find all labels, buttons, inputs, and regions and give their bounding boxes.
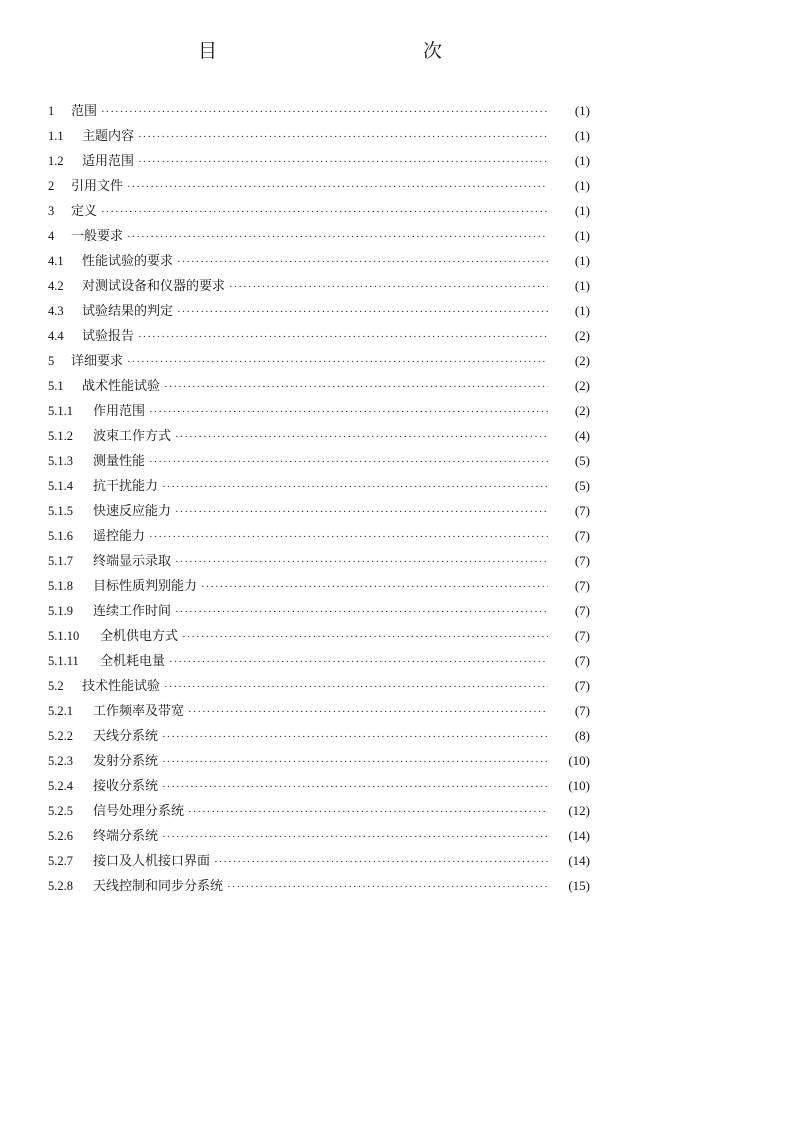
toc-entry-number: 4.4 [48, 329, 64, 343]
toc-entry-number: 5.1.5 [48, 504, 73, 518]
toc-entry-page: (1) [574, 178, 590, 193]
toc-entry [48, 773, 590, 798]
toc-dot-leader [188, 700, 548, 725]
toc-entry-page: (8) [574, 728, 590, 743]
toc-entry-number: 5.1.3 [48, 454, 73, 468]
toc-entry-number: 5.2.3 [48, 754, 73, 768]
toc-entry-page: (1) [574, 103, 590, 118]
toc-entry-page: (7) [574, 603, 590, 618]
toc-entry-page: (7) [574, 678, 590, 693]
toc-entry [48, 573, 590, 598]
toc-entry [48, 373, 590, 398]
toc-entry-label: 测量性能 [93, 454, 146, 469]
toc-entry-page: (1) [574, 303, 590, 318]
toc-entry-page: (2) [574, 328, 590, 343]
toc-dot-leader [138, 125, 548, 150]
toc-entry-page: (7) [574, 528, 590, 543]
toc-entry-number: 5.1.8 [48, 579, 73, 593]
toc-entry-page: (7) [574, 553, 590, 568]
toc-entry [48, 348, 590, 373]
toc-dot-leader [127, 225, 548, 250]
toc-entry-label: 抗干扰能力 [93, 479, 159, 494]
toc-dot-leader [149, 450, 548, 475]
toc-entry [48, 223, 590, 248]
toc-entry-number: 5.2.4 [48, 779, 73, 793]
toc-entry-page: (15) [568, 878, 590, 893]
toc-entry-page: (7) [574, 703, 590, 718]
toc-entry-number: 5.2 [48, 679, 64, 693]
toc-entry [48, 848, 590, 873]
toc-entry-label: 遥控能力 [93, 529, 146, 544]
toc-entry [48, 598, 590, 623]
toc-entry-page: (14) [568, 828, 590, 843]
toc-dot-leader [138, 325, 548, 350]
toc-dot-leader [175, 500, 548, 525]
toc-entry-number: 4.3 [48, 304, 64, 318]
toc-entry-page: (1) [574, 228, 590, 243]
toc-entry-number: 5.1.1 [48, 404, 73, 418]
toc-entry [48, 873, 590, 898]
toc-entry [48, 498, 590, 523]
toc-entry-page: (7) [574, 628, 590, 643]
toc-entry-number: 5.2.7 [48, 854, 73, 868]
toc-dot-leader [227, 875, 548, 900]
toc-dot-leader [127, 175, 548, 200]
toc-entry-page: (4) [574, 428, 590, 443]
toc-entry-label: 工作频率及带宽 [93, 704, 185, 719]
toc-dot-leader [177, 250, 548, 275]
toc-entry-page: (7) [574, 578, 590, 593]
toc-entry-label: 试验结果的判定 [82, 304, 174, 319]
toc-entry [48, 423, 590, 448]
toc-entry-page: (7) [574, 653, 590, 668]
toc-entry-number: 5.2.1 [48, 704, 73, 718]
toc-entry-label: 全机供电方式 [100, 629, 179, 644]
toc-entry-label: 试验报告 [82, 329, 135, 344]
toc-entry [48, 398, 590, 423]
toc-entry-label: 接口及人机接口界面 [93, 854, 211, 869]
toc-entry-page: (5) [574, 478, 590, 493]
toc-entry-page: (2) [574, 353, 590, 368]
toc-entry-number: 2 [48, 179, 55, 193]
toc-entry [48, 473, 590, 498]
toc-entry-number: 4.1 [48, 254, 64, 268]
toc-dot-leader [169, 650, 548, 675]
toc-entry-label: 技术性能试验 [82, 679, 161, 694]
toc-entry-label: 接收分系统 [93, 779, 159, 794]
toc-entry-page: (12) [568, 803, 590, 818]
table-of-contents [48, 98, 590, 898]
toc-entry-label: 天线分系统 [93, 729, 159, 744]
toc-entry-label: 对测试设备和仪器的要求 [82, 279, 226, 294]
toc-entry-number: 1.2 [48, 154, 64, 168]
page-title: 目 次 [197, 40, 498, 62]
toc-dot-leader [162, 750, 548, 775]
toc-entry [48, 148, 590, 173]
toc-entry-label: 波束工作方式 [93, 429, 172, 444]
toc-dot-leader [164, 675, 548, 700]
toc-entry [48, 523, 590, 548]
toc-entry-label: 性能试验的要求 [82, 254, 174, 269]
toc-entry-page: (2) [574, 403, 590, 418]
toc-dot-leader [162, 775, 548, 800]
toc-entry-label: 全机耗电量 [100, 654, 166, 669]
toc-entry-page: (7) [574, 503, 590, 518]
toc-entry-number: 5.1.11 [48, 654, 79, 668]
toc-entry [48, 323, 590, 348]
toc-entry-number: 5.1.10 [48, 629, 80, 643]
toc-entry [48, 698, 590, 723]
toc-dot-leader [101, 200, 548, 225]
toc-entry [48, 798, 590, 823]
toc-entry [48, 273, 590, 298]
toc-entry-number: 5.1.6 [48, 529, 73, 543]
toc-entry-page: (10) [568, 753, 590, 768]
toc-entry-page: (1) [574, 253, 590, 268]
toc-entry [48, 298, 590, 323]
toc-entry [48, 198, 590, 223]
toc-entry [48, 673, 590, 698]
toc-entry-label: 终端显示录取 [93, 554, 172, 569]
toc-dot-leader [175, 600, 548, 625]
toc-dot-leader [182, 625, 548, 650]
toc-entry-number: 5.1 [48, 379, 64, 393]
toc-entry-label: 范围 [71, 104, 98, 119]
toc-entry-number: 4.2 [48, 279, 64, 293]
toc-dot-leader [101, 100, 548, 125]
toc-entry-page: (10) [568, 778, 590, 793]
toc-entry [48, 748, 590, 773]
toc-entry-page: (14) [568, 853, 590, 868]
toc-dot-leader [149, 400, 548, 425]
toc-entry [48, 623, 590, 648]
toc-entry-label: 连续工作时间 [93, 604, 172, 619]
toc-entry-page: (1) [574, 128, 590, 143]
toc-entry-number: 5.1.4 [48, 479, 73, 493]
toc-dot-leader [127, 350, 548, 375]
toc-entry-number: 5.2.5 [48, 804, 73, 818]
toc-entry-number: 5.1.7 [48, 554, 73, 568]
toc-entry-number: 5.1.2 [48, 429, 73, 443]
toc-entry-label: 发射分系统 [93, 754, 159, 769]
toc-entry-label: 定义 [71, 204, 98, 219]
toc-entry [48, 98, 590, 123]
toc-dot-leader [214, 850, 548, 875]
toc-entry-number: 5 [48, 354, 55, 368]
toc-entry-number: 5.1.9 [48, 604, 73, 618]
toc-entry-label: 快速反应能力 [93, 504, 172, 519]
toc-entry-label: 一般要求 [71, 229, 124, 244]
toc-entry [48, 248, 590, 273]
toc-entry [48, 723, 590, 748]
toc-dot-leader [162, 825, 548, 850]
toc-entry-label: 引用文件 [71, 179, 124, 194]
toc-entry-label: 详细要求 [71, 354, 124, 369]
toc-entry-page: (1) [574, 203, 590, 218]
toc-dot-leader [164, 375, 548, 400]
toc-entry [48, 123, 590, 148]
toc-dot-leader [162, 725, 548, 750]
toc-entry-label: 信号处理分系统 [93, 804, 185, 819]
toc-dot-leader [175, 550, 548, 575]
toc-entry [48, 648, 590, 673]
toc-dot-leader [201, 575, 548, 600]
toc-dot-leader [229, 275, 548, 300]
toc-entry-number: 4 [48, 229, 55, 243]
toc-dot-leader [149, 525, 548, 550]
toc-dot-leader [138, 150, 548, 175]
toc-entry [48, 823, 590, 848]
toc-dot-leader [188, 800, 548, 825]
toc-entry-number: 5.2.2 [48, 729, 73, 743]
toc-entry-number: 1 [48, 104, 55, 118]
toc-entry-label: 主题内容 [82, 129, 135, 144]
toc-entry-label: 终端分系统 [93, 829, 159, 844]
toc-entry-label: 作用范围 [93, 404, 146, 419]
toc-entry-label: 适用范围 [82, 154, 135, 169]
toc-entry-label: 战术性能试验 [82, 379, 161, 394]
toc-entry-page: (5) [574, 453, 590, 468]
toc-entry-page: (1) [574, 278, 590, 293]
toc-entry-page: (2) [574, 378, 590, 393]
toc-entry-label: 目标性质判别能力 [93, 579, 198, 594]
toc-entry-number: 5.2.6 [48, 829, 73, 843]
toc-entry-number: 1.1 [48, 129, 64, 143]
toc-dot-leader [177, 300, 548, 325]
toc-entry [48, 448, 590, 473]
toc-entry-page: (1) [574, 153, 590, 168]
toc-entry-number: 5.2.8 [48, 879, 73, 893]
toc-entry [48, 548, 590, 573]
toc-entry [48, 173, 590, 198]
toc-dot-leader [175, 425, 548, 450]
toc-entry-label: 天线控制和同步分系统 [93, 879, 224, 894]
toc-entry-number: 3 [48, 204, 55, 218]
toc-dot-leader [162, 475, 548, 500]
